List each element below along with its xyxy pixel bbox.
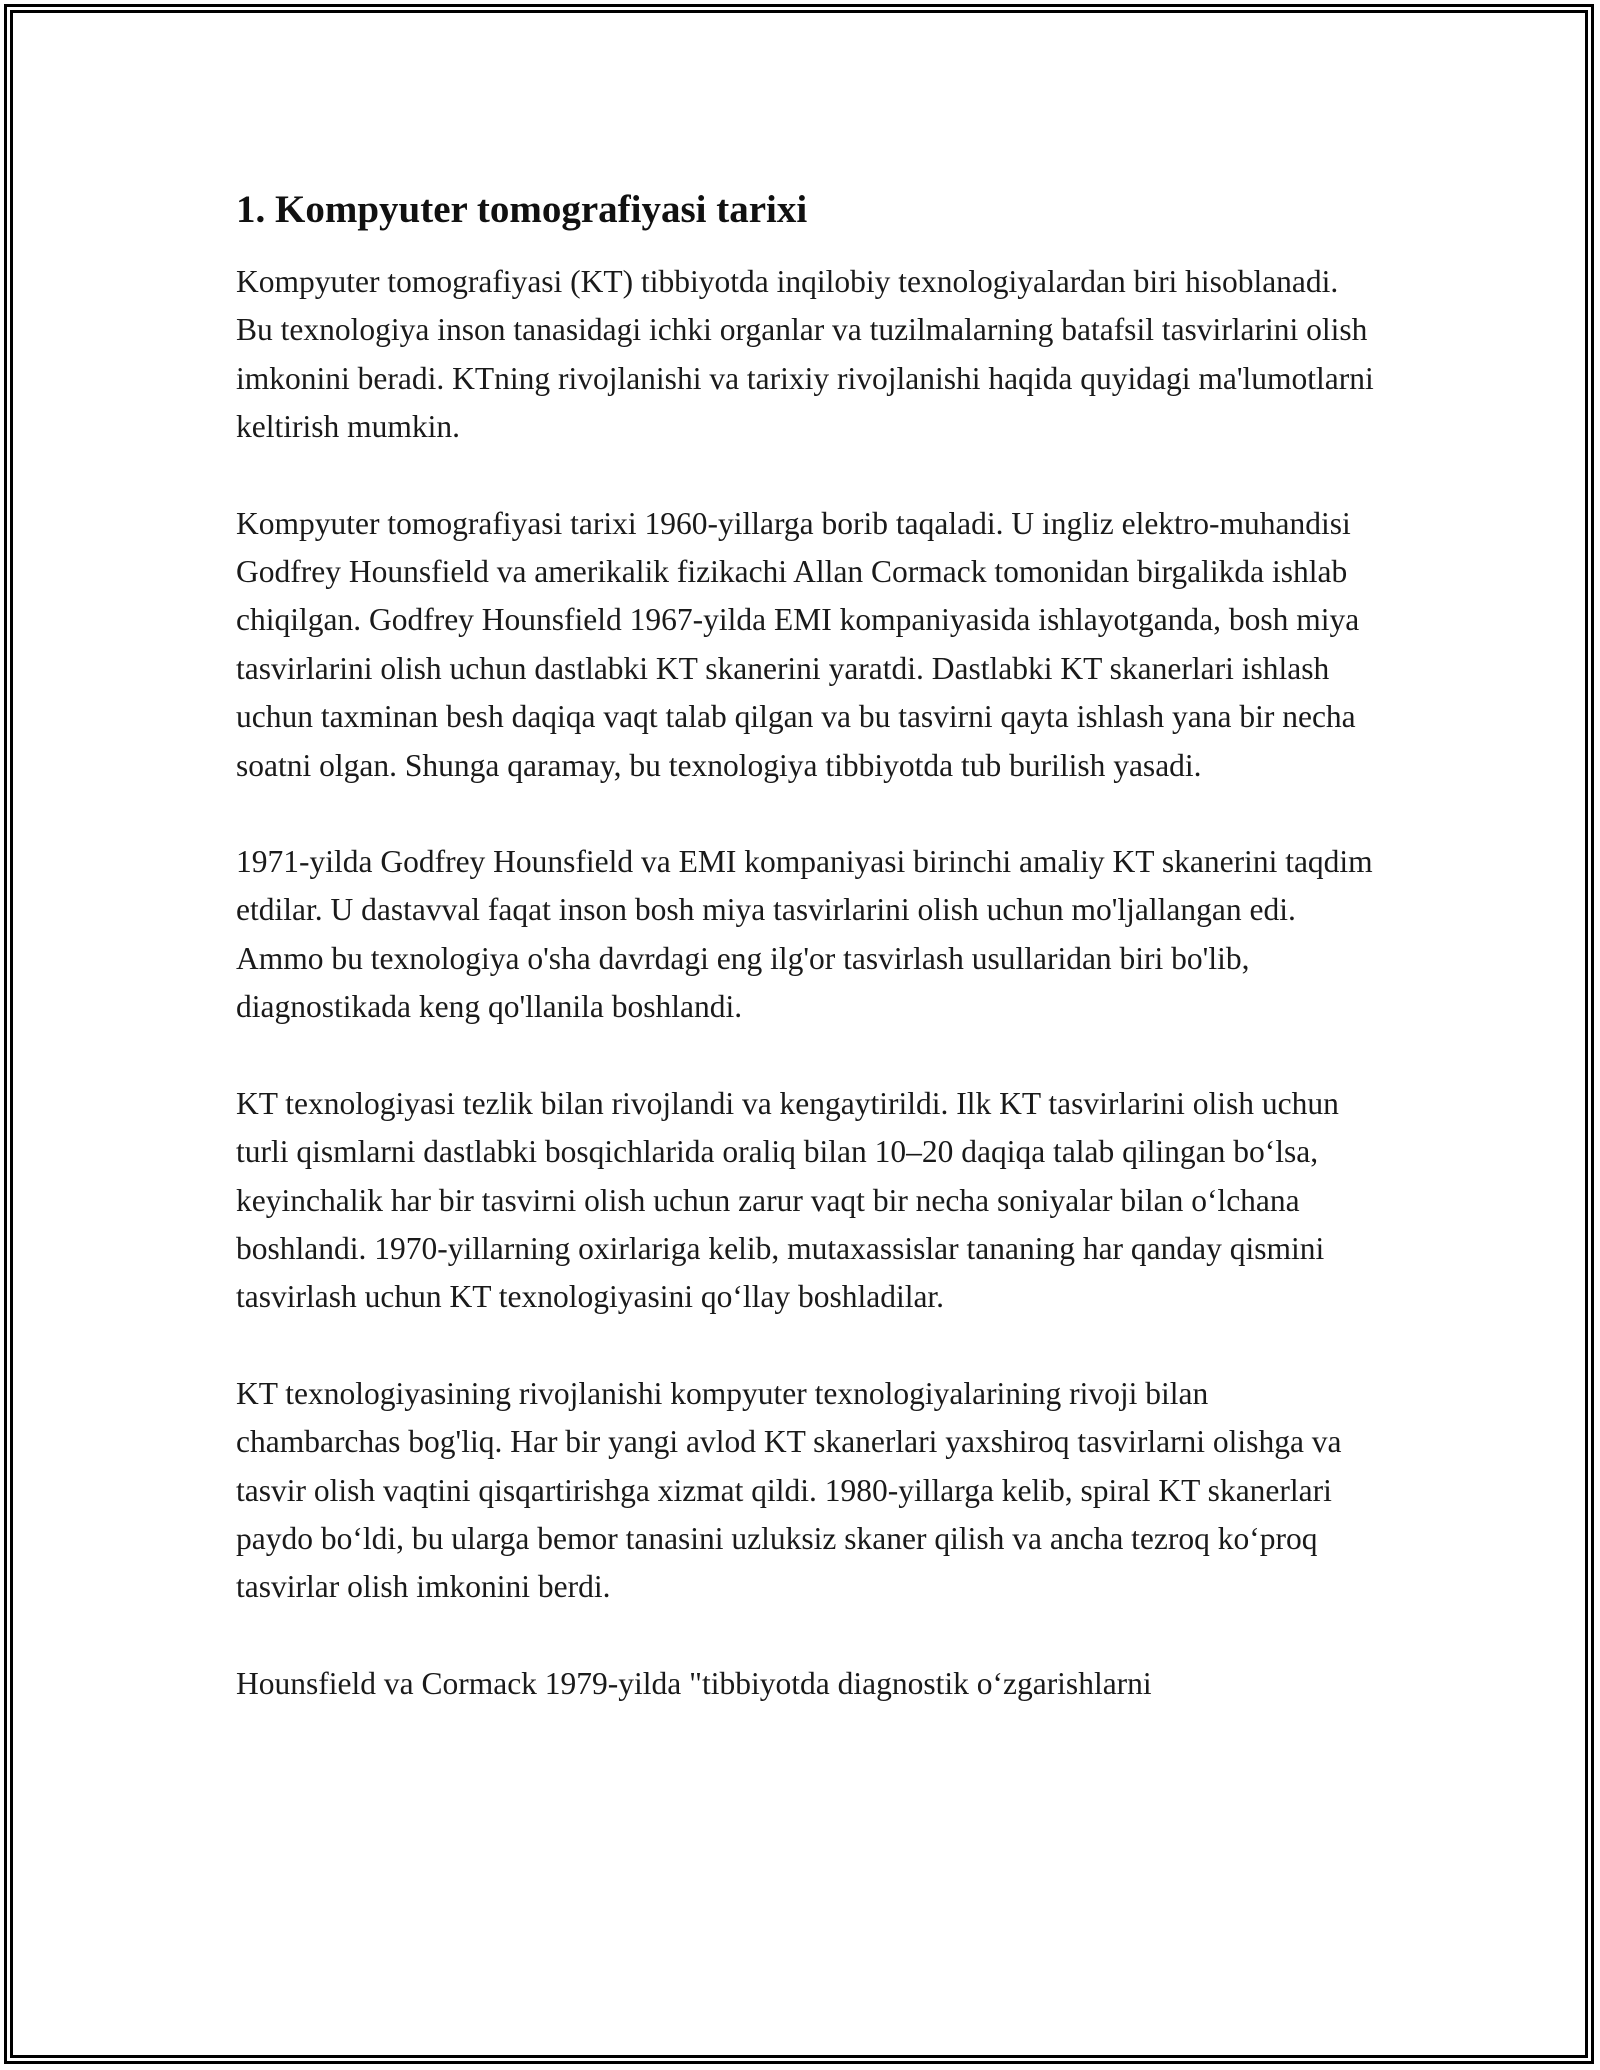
paragraph-1: Kompyuter tomografiyasi (KT) tibbiyotda inqilobiy texnologiyalardan biri hisoblanadi. Bu texnologiya inson tanasidagi ichki organlar va tuzilmalarning batafsil tasvirlarini olish imkonini beradi. KTning rivojlanishi va tarixiy rivojlanishi haqida quyidagi ma'lumotlarni keltirish mumkin. bbox=[236, 264, 1374, 445]
paragraph-2: Kompyuter tomografiyasi tarixi 1960-yillarga borib taqaladi. U ingliz elektro-muhandisi Godfrey Hounsfield va amerikalik fizikachi Allan Cormack tomonidan birgalikda ishlab chiqilgan. Godfrey Hounsfield 1967-yilda EMI kompaniyasida ishlayotganda, bosh miya tasvirlarini olish uchun dastlabki KT skanerini yaratdi. Dastlabki KT skanerlari ishlash uchun taxminan besh daqiqa vaqt talab qilgan va bu tasvirni qayta ishlash yana bir necha soatni olgan. Shunga qaramay, bu texnologiya tibbiyotda tub burilish yasadi. bbox=[236, 505, 1360, 783]
paragraph-3: 1971-yilda Godfrey Hounsfield va EMI kompaniyasi birinchi amaliy KT skanerini taqdim etdilar. U dastavval faqat inson bosh miya tasvirlarini olish uchun mo'ljallangan edi. Ammo bu texnologiya o'sha davrdagi eng ilg'or tasvirlash usullaridan biri bo'lib, diagnostikada keng qo'llanila boshlandi. bbox=[236, 844, 1373, 1025]
document-body bbox=[236, 186, 1376, 1756]
paragraph-6: Hounsfield va Cormack 1979-yilda "tibbiyotda diagnostik o‘zgarishlarni bbox=[236, 1665, 1152, 1701]
paragraph-5: KT texnologiyasining rivojlanishi kompyuter texnologiyalarining rivoji bilan chambarchas bog'liq. Har bir yangi avlod KT skanerlari yaxshiroq tasvirlarni olishga va tasvir olish vaqtini qisqartirishga xizmat qildi. 1980-yillarga kelib, spiral KT skanerlari paydo bo‘ldi, bu ularga bemor tanasini uzluksiz skaner qilish va ancha tezroq ko‘proq tasvirlar olish imkonini berdi. bbox=[236, 1375, 1342, 1605]
section-heading: 1. Kompyuter tomografiyasi tarixi bbox=[236, 188, 808, 231]
paragraph-4: KT texnologiyasi tezlik bilan rivojlandi va kengaytirildi. Ilk KT tasvirlarini olish uchun turli qismlarni dastlabki bosqichlarida oraliq bilan 10–20 daqiqa talab qilingan bo‘lsa, keyinchalik har bir tasvirni olish uchun zarur vaqt bir necha soniyalar bilan o‘lchana boshlandi. 1970-yillarning oxirlariga kelib, mutaxassislar tananing har qanday qismini tasvirlash uchun KT texnologiyasini qo‘llay boshladilar. bbox=[236, 1085, 1339, 1315]
